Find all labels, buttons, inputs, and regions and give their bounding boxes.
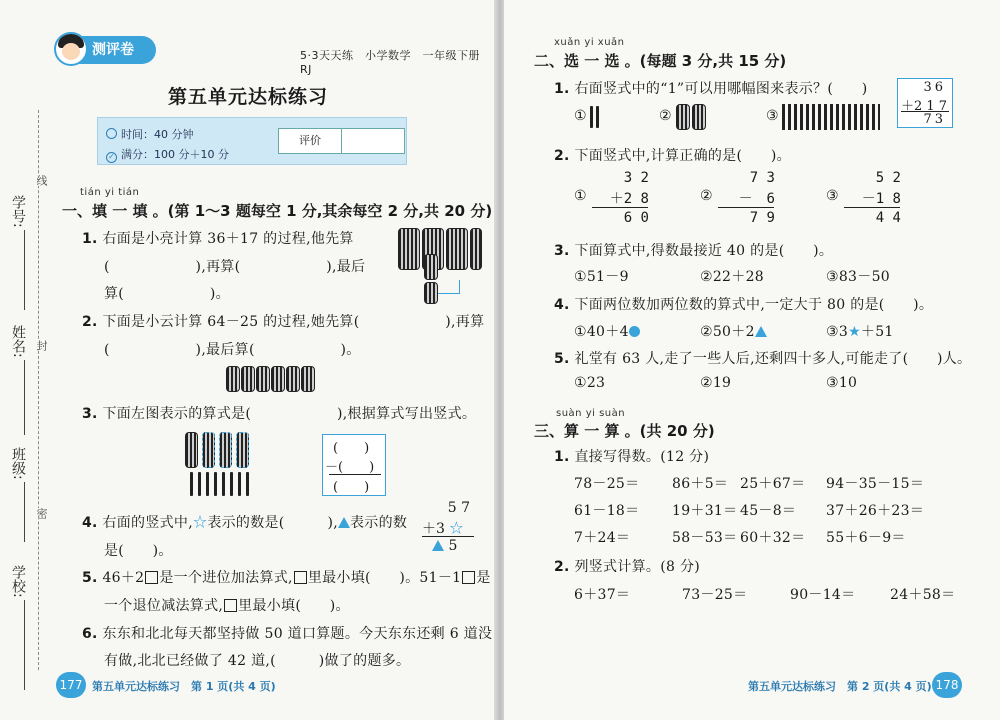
q5-text2: 是一个进位加法算式, [159, 570, 293, 586]
arrow-line [438, 280, 460, 294]
stick-bundle [241, 366, 255, 392]
s2-q3-opt3[interactable]: ③83－50 [826, 269, 890, 285]
q4-vertical [420, 500, 476, 556]
class-blank [24, 482, 25, 542]
stick-bundle [219, 432, 232, 468]
stick-bundle [185, 432, 198, 468]
single-stick [198, 472, 201, 496]
opt-text: ②50＋2 [700, 324, 755, 340]
footer-left: 第五单元达标练习 第 1 页(共 4 页) [92, 680, 276, 693]
opt-number: ① [574, 188, 587, 204]
section2-title: 二、选 一 选 。(每题 3 分,共 15 分) [534, 52, 787, 70]
evaluation-box [278, 128, 405, 154]
q3-vert-row2: －( ) [325, 460, 375, 475]
q4-vert-op: ＋3 [422, 521, 445, 537]
s2-q4-opt3[interactable] [826, 321, 894, 341]
q1-number: 1. [82, 231, 98, 247]
q5-text1: 46＋2 [102, 570, 145, 586]
stick-bundle [446, 228, 468, 270]
star-icon: ☆ [193, 515, 208, 531]
star-icon: ★ [848, 324, 861, 340]
s2-q4-line [554, 294, 933, 314]
stick-bundle [271, 366, 285, 392]
test-badge [56, 36, 156, 64]
id-blank [24, 230, 25, 310]
vertical-calc-item[interactable]: 6＋37＝ [574, 587, 631, 603]
single-stick [206, 472, 209, 496]
stick-bundle [301, 366, 315, 392]
q6-text1: 东东和北北每天都坚持做 50 道口算题。今天东东还剩 6 道没 [102, 626, 493, 642]
stick-bundle [202, 432, 215, 468]
id-label: 学号: [10, 195, 26, 228]
q4-vert-row2 [422, 518, 463, 538]
section2-pinyin: xuǎn yi xuǎn [554, 37, 625, 48]
s3-q2-number: 2. [554, 559, 570, 575]
stick-bundle [470, 228, 482, 270]
s2-q5-line [554, 348, 971, 368]
q5-line1 [82, 567, 491, 587]
single-stick [246, 472, 249, 496]
vert-row1: 3 2 [623, 170, 649, 186]
q3-number: 3. [82, 406, 98, 422]
q2-number: 2. [82, 314, 98, 330]
calc-item[interactable]: 25＋67＝ [740, 476, 806, 492]
s2-q4-text: 下面两位数加两位数的算式中,一定大于 80 的是( )。 [574, 297, 934, 313]
calc-item[interactable]: 45－8＝ [740, 503, 797, 519]
q2-text1: 下面是小云计算 64－25 的过程,她先算( ),再算 [102, 314, 485, 330]
s2-q1-vert-row1: 36 [923, 80, 946, 95]
page-title: 第五单元达标练习 [167, 86, 328, 108]
s2-q4-number: 4. [554, 297, 570, 313]
s2-q5-opt3[interactable]: ③10 [826, 375, 858, 391]
single-stick [214, 472, 217, 496]
blank-box[interactable] [145, 571, 158, 584]
q1-line3: 算( )。 [104, 286, 230, 302]
vert-row3: 7 9 [749, 210, 775, 226]
q3-vert-row3: ( ) [333, 480, 370, 495]
left-page [0, 0, 496, 720]
q6-number: 6. [82, 626, 98, 642]
name-blank [24, 360, 25, 435]
vert-bar [592, 207, 648, 208]
section3-title: 三、算 一 算 。(共 20 分) [534, 422, 715, 440]
s2-q3-opt2[interactable]: ②22＋28 [700, 269, 764, 285]
line-mark: 线 [35, 175, 48, 186]
stick-bundle [398, 228, 420, 270]
q5-text3: 里最小填( )。51－1 [307, 570, 462, 586]
s2-q5-opt1[interactable]: ①23 [574, 375, 606, 391]
q1-line2: ( ),再算( ),最后 [104, 259, 366, 275]
school-blank [24, 600, 25, 690]
calc-item[interactable]: 78－25＝ [574, 476, 640, 492]
q2-line2: ( ),最后算( )。 [104, 342, 361, 358]
s2-q2-opt2[interactable] [700, 170, 775, 230]
q1-line1 [82, 228, 354, 248]
calc-item[interactable]: 60＋32＝ [740, 530, 806, 546]
s3-q1-text: 直接写得数。(12 分) [574, 449, 710, 465]
page-number-right: 178 [932, 672, 962, 698]
q4-text3: 表示的数 [350, 515, 408, 531]
clock-icon [106, 128, 117, 139]
series-header: 5·3天天练 小学数学 一年级下册 RJ [300, 49, 492, 76]
score-text: 满分：100 分＋10 分 [121, 148, 229, 161]
stick-bundle [226, 366, 240, 392]
q3-text1: 下面左图表示的算式是( ),根据算式写出竖式。 [102, 406, 477, 422]
twenty-sticks [782, 104, 880, 130]
s2-q2-number: 2. [554, 148, 570, 164]
page-number-left: 177 [56, 672, 86, 698]
q6-line1 [82, 623, 492, 643]
single-stick [596, 106, 599, 128]
s2-q1-text: 右面竖式中的“1”可以用哪幅图来表示？( ) [574, 81, 868, 97]
score-line [106, 146, 229, 163]
eval-label: 评价 [279, 129, 342, 153]
s2-q3-text: 下面算式中,得数最接近 40 的是( )。 [574, 243, 834, 259]
triangle-icon [755, 326, 767, 337]
badge-label: 测评卷 [92, 42, 134, 58]
vert-bar [844, 207, 900, 208]
s2-q1-vert-row2: ＋2 1 7 [901, 99, 948, 114]
single-stick [222, 472, 225, 496]
triangle-icon [432, 540, 444, 551]
vert-row3: 6 0 [623, 210, 649, 226]
q5-text4: 是 [476, 570, 491, 586]
q4-line1 [82, 512, 407, 532]
school-label: 学校: [10, 565, 26, 598]
class-label: 班级: [10, 447, 26, 480]
star-icon: ☆ [449, 521, 464, 537]
opt-number: ③ [826, 188, 839, 204]
s2-q5-text: 礼堂有 63 人,走了一些人后,还剩四十多人,可能走了( )人。 [574, 351, 972, 367]
q4-vert-bar [422, 536, 474, 537]
q5-text5: 一个退位减法算式, [104, 598, 224, 614]
s2-q3-opt1[interactable]: ①51－9 [574, 269, 629, 285]
q4-vert-digit: 5 [448, 538, 458, 554]
q6-line2: 有做,北北已经做了 42 道,( )做了的题多。 [104, 653, 411, 669]
calc-item[interactable]: 37＋26＋23＝ [826, 503, 925, 519]
calc-item[interactable]: 7＋24＝ [574, 530, 631, 546]
q4-text2: 表示的数是( ), [207, 515, 338, 531]
secret-mark: 密 [35, 508, 48, 519]
s3-q2-text: 列竖式计算。(8 分) [574, 559, 701, 575]
s2-q5-opt2[interactable]: ②19 [700, 375, 732, 391]
section3-pinyin: suàn yi suàn [556, 408, 626, 419]
q5-number: 5. [82, 570, 98, 586]
s2-q1-opt2[interactable]: ② [659, 108, 672, 124]
q3-vert-bar [329, 474, 381, 475]
q1-text1: 右面是小亮计算 36＋17 的过程,他先算 [102, 231, 354, 247]
section1-pinyin: tián yi tián [80, 187, 140, 198]
single-stick [238, 472, 241, 496]
s2-q5-number: 5. [554, 351, 570, 367]
vert-row1: 5 2 [875, 170, 901, 186]
stick-bundle [424, 254, 438, 280]
vert-row1: 7 3 [749, 170, 775, 186]
s2-q2-opt3[interactable] [826, 170, 901, 230]
vertical-calc-item[interactable]: 73－25＝ [682, 587, 748, 603]
footer-right: 第五单元达标练习 第 2 页(共 4 页) [748, 680, 932, 693]
q4-text1: 右面的竖式中, [102, 515, 193, 531]
vertical-calc-item[interactable]: 90－14＝ [790, 587, 856, 603]
vert-row2: － 6 [738, 191, 775, 207]
opt-number: ② [700, 188, 713, 204]
blank-box[interactable] [224, 599, 237, 612]
calc-item[interactable]: 94－35－15＝ [826, 476, 925, 492]
q5-text6: 里最小填( )。 [238, 598, 350, 614]
cut-line [38, 110, 39, 670]
s3-q1-line [554, 446, 709, 466]
opt-text: ③3 [826, 324, 849, 340]
calc-item[interactable]: 61－18＝ [574, 503, 640, 519]
time-text: 时间：40 分钟 [121, 128, 194, 141]
stick-bundle [424, 282, 438, 304]
s2-q4-opt1[interactable] [574, 321, 640, 341]
s2-q3-line [554, 240, 833, 260]
calc-item[interactable]: 55＋6－9＝ [826, 530, 906, 546]
vertical-calc-item[interactable]: 24＋58＝ [890, 587, 956, 603]
q3-line1 [82, 403, 476, 423]
stick-bundle [236, 432, 249, 468]
vert-row2: ＋2 8 [609, 191, 649, 207]
name-label: 姓名: [10, 325, 26, 358]
vert-row3: 4 4 [875, 210, 901, 226]
s3-q1-number: 1. [554, 449, 570, 465]
right-page [504, 0, 1000, 720]
avatar-icon [54, 32, 88, 66]
q3-vert-row1: ( ) [333, 441, 370, 456]
q4-line2: 是( )。 [104, 543, 173, 559]
s2-q1-opt1[interactable]: ① [574, 108, 587, 124]
single-stick [230, 472, 233, 496]
time-line [106, 126, 194, 142]
stick-bundle [692, 104, 706, 130]
s2-q1-line [554, 78, 867, 98]
q4-vert-row1: 5 7 [447, 500, 470, 516]
q5-line2 [104, 595, 350, 615]
check-icon: ✓ [106, 152, 117, 163]
single-stick [590, 106, 593, 128]
q4-vert-row3 [432, 538, 457, 554]
stick-bundle [256, 366, 270, 392]
s2-q4-opt2[interactable] [700, 321, 767, 341]
stick-bundle [676, 104, 690, 130]
s2-q1-number: 1. [554, 81, 570, 97]
seal-mark: 封 [35, 340, 48, 351]
stick-bundle [286, 366, 300, 392]
s2-q2-opt1[interactable] [574, 170, 649, 230]
vert-bar [718, 207, 774, 208]
s2-q1-opt3[interactable]: ③ [766, 108, 779, 124]
q3-vertical-box [322, 434, 386, 496]
s2-q2-text: 下面竖式中,计算正确的是( )。 [574, 148, 791, 164]
circle-icon [629, 326, 640, 337]
s2-q1-vertical [897, 78, 953, 128]
opt-text: ＋51 [860, 324, 894, 340]
vert-row2: －1 8 [861, 191, 901, 207]
triangle-icon [338, 517, 350, 528]
eval-blank[interactable] [342, 129, 404, 153]
single-stick [190, 472, 193, 496]
section1-title: 一、填 一 填 。(第 1～3 题每空 1 分,其余每空 2 分,共 20 分) [62, 202, 493, 220]
calc-item[interactable]: 19＋31＝ [672, 503, 738, 519]
calc-item[interactable]: 86＋5＝ [672, 476, 729, 492]
s2-q1-vert-row3: 73 [923, 112, 946, 127]
s2-q2-line [554, 145, 791, 165]
calc-item[interactable]: 58－53＝ [672, 530, 738, 546]
opt-text: ①40＋4 [574, 324, 629, 340]
blank-box[interactable] [462, 571, 475, 584]
s2-q3-number: 3. [554, 243, 570, 259]
q4-number: 4. [82, 515, 98, 531]
q2-line1 [82, 311, 484, 331]
blank-box[interactable] [294, 571, 307, 584]
s3-q2-line [554, 556, 700, 576]
